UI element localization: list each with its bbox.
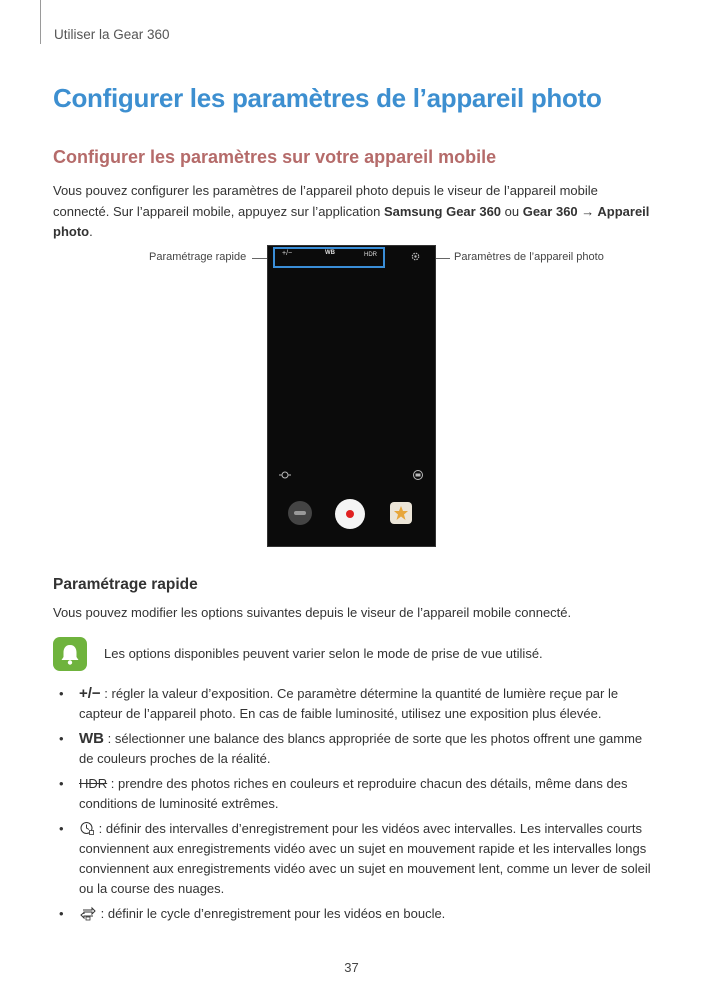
gear-icon[interactable] — [410, 251, 421, 262]
loop-recording-icon — [79, 905, 97, 921]
options-list — [53, 684, 653, 929]
record-dot — [346, 510, 354, 518]
record-button[interactable] — [335, 499, 365, 529]
page-title: Configurer les paramètres de l’appareil photo — [53, 83, 602, 113]
list-item: • WB : sélectionner une balance des blancs appropriée de sorte que les photos offrent une gamme de couleurs proches de la réalité. — [59, 730, 643, 766]
page-number: 37 — [344, 960, 359, 975]
resolution-icon[interactable] — [412, 469, 424, 481]
list-item: • : définir des intervalles d’enregistrement pour les vidéos avec intervalles. Les intervalles courts conviennent aux enregistrements vidéo avec un sujet en mouvement rapide et les intervalles longs conviennent aux enregistrements vidéo avec un sujet en mouvement lent, comme un lever de soleil ou la course des nuages. — [59, 821, 651, 896]
note-text: Les options disponibles peuvent varier selon le mode de prise de vue utilisé. — [104, 646, 543, 661]
exposure-button[interactable]: +/− — [282, 250, 293, 257]
intro-paragraph: Vous pouvez configurer les paramètres de l’appareil photo depuis le viseur de l’appareil mobile connecté. Sur l’appareil mobile, appuyez sur l’application Samsung Gear 360 ou Gear 360 → Appareil photo. — [53, 183, 650, 239]
list-item: • HDR : prendre des photos riches en couleurs et reproduire chacun des détails, même dans des conditions de luminosité extrêmes. — [59, 776, 628, 811]
section-intro: Vous pouvez modifier les options suivantes depuis le viseur de l’appareil mobile connecté. — [53, 605, 572, 620]
margin-rule — [40, 0, 41, 44]
hdr-symbol: HDR — [79, 776, 108, 791]
caption-quick-settings: Paramétrage rapide — [149, 251, 247, 263]
note-bell-icon — [53, 637, 87, 671]
section-subtitle: Configurer les paramètres sur votre appareil mobile — [53, 147, 497, 167]
app-name: Samsung Gear 360 — [383, 203, 502, 219]
list-item: • : définir le cycle d’enregistrement pour les vidéos en boucle. — [59, 906, 446, 921]
exposure-symbol: +/− — [79, 685, 101, 702]
quick-settings-highlight — [273, 247, 385, 268]
phone-viewfinder — [267, 245, 436, 547]
gallery-thumbnail[interactable] — [288, 501, 312, 525]
caption-camera-settings: Paramètres de l’appareil photo — [454, 251, 604, 263]
menu-path: Gear 360 → Appareil photo — [53, 203, 650, 239]
wb-symbol: WB — [79, 730, 104, 747]
white-balance-button[interactable]: WB — [325, 250, 335, 256]
mode-button[interactable] — [390, 502, 412, 524]
section-heading: Paramétrage rapide — [53, 576, 198, 593]
star-icon — [393, 505, 409, 521]
running-header: Utiliser la Gear 360 — [54, 27, 170, 42]
view-mode-icon[interactable] — [279, 469, 291, 481]
hdr-button[interactable]: HDR — [364, 252, 377, 258]
list-item: • +/− : régler la valeur d’exposition. Ce paramètre détermine la quantité de lumière reçue par le capteur de l’appareil photo. En cas de faible luminosité, utilisez une exposition plus élevée. — [59, 685, 619, 721]
interval-timer-icon — [79, 820, 95, 836]
